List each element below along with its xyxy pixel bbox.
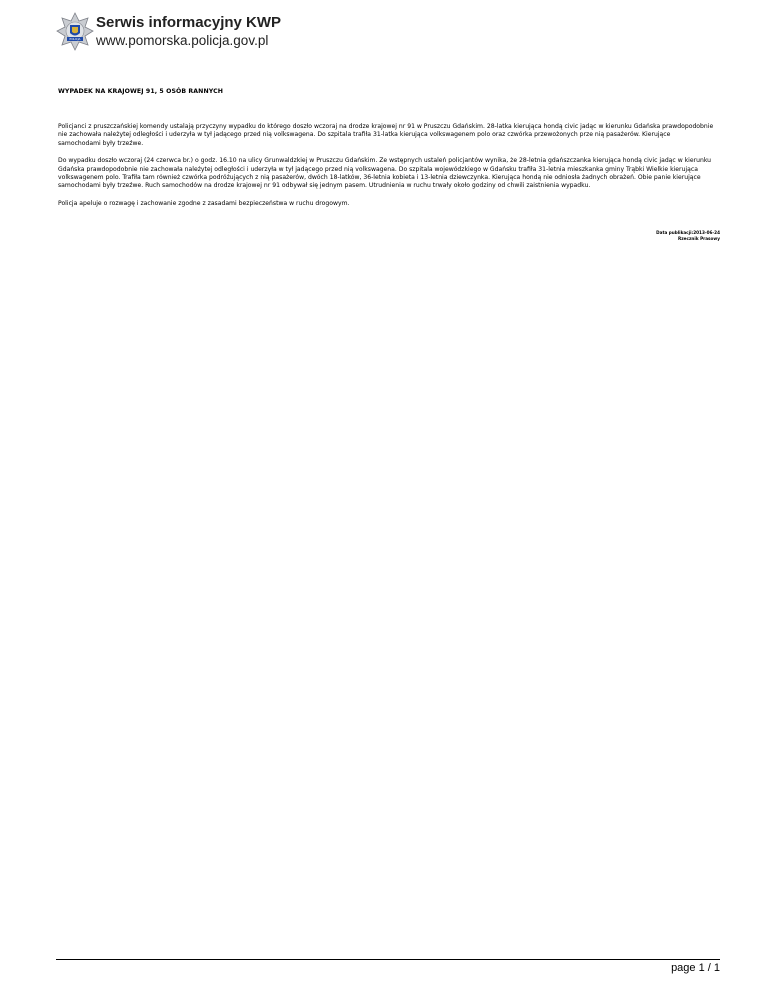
page-number: page 1 / 1 — [671, 962, 720, 974]
logo-text: POLICJA — [69, 37, 81, 42]
article-content — [58, 88, 714, 217]
site-title: Serwis informacyjny KWP — [96, 14, 282, 31]
footer-divider — [56, 959, 720, 960]
publication-date: Data publikacji:2013-06-24 — [656, 230, 720, 235]
police-star-badge-icon — [56, 12, 94, 56]
article-author: Rzecznik Prasowy — [677, 236, 720, 241]
article-meta — [656, 230, 720, 242]
article-paragraph-3: Policja apeluje o rozwagę i zachowanie zgodne z zasadami bezpieczeństwa w ruchu drogowym. — [58, 199, 350, 207]
site-url: www.pomorska.policja.gov.pl — [96, 33, 269, 48]
article-title: WYPADEK NA KRAJOWEJ 91, 5 OSÓB RANNYCH — [58, 88, 224, 95]
article-paragraph-1: Policjanci z pruszczańskiej komendy ustalają przyczyny wypadku do którego doszło wczoraj na drodze krajowej nr 91 w Pruszczu Gdańskim. 28-latka kierująca hondą civic jadąc w kierunku Gdańska prawdopodobnie nie zachowała należytej odległości i uderzyła w tył jadącego przed nią volkswagena. Do szpitala trafiła 31-latka kierująca volkswagenem polo oraz czwórka przewożonych prze nią pasażerów. Kierujące samochodami były trzeźwe. — [58, 123, 714, 147]
article-paragraph-2: Do wypadku doszło wczoraj (24 czerwca br.) o godz. 16.10 na ulicy Grunwaldzkiej w Pruszczu Gdańskim. Ze wstępnych ustaleń policjantów wynika, że 28-letnia gdańszczanka kierująca hondą civic jadąc w kierunku Gdańska prawdopodobnie nie zachowała należytej odległości i uderzyła w tył jadącego przed nią volkswagena. Do szpitala wojewódzkiego w Gdańsku trafiła 31-letnia mieszkanka gminy Trąbki Wielkie kierująca volkswagenem polo. Trafiła tam również czwórka podróżujących z nią pasażerów, dwóch 18-latków, 36-letnia kobieta i 13-letnia dziewczynka. Kierująca hondą nie odniosła żadnych obrażeń. Obie panie kierujące samochodami były trzeźwe. Ruch samochodów na drodze krajowej nr 91 odbywał się jednym pasem. Utrudnienia w ruchu trwały około godziny od chwili zaistnienia wypadku. — [58, 157, 712, 190]
